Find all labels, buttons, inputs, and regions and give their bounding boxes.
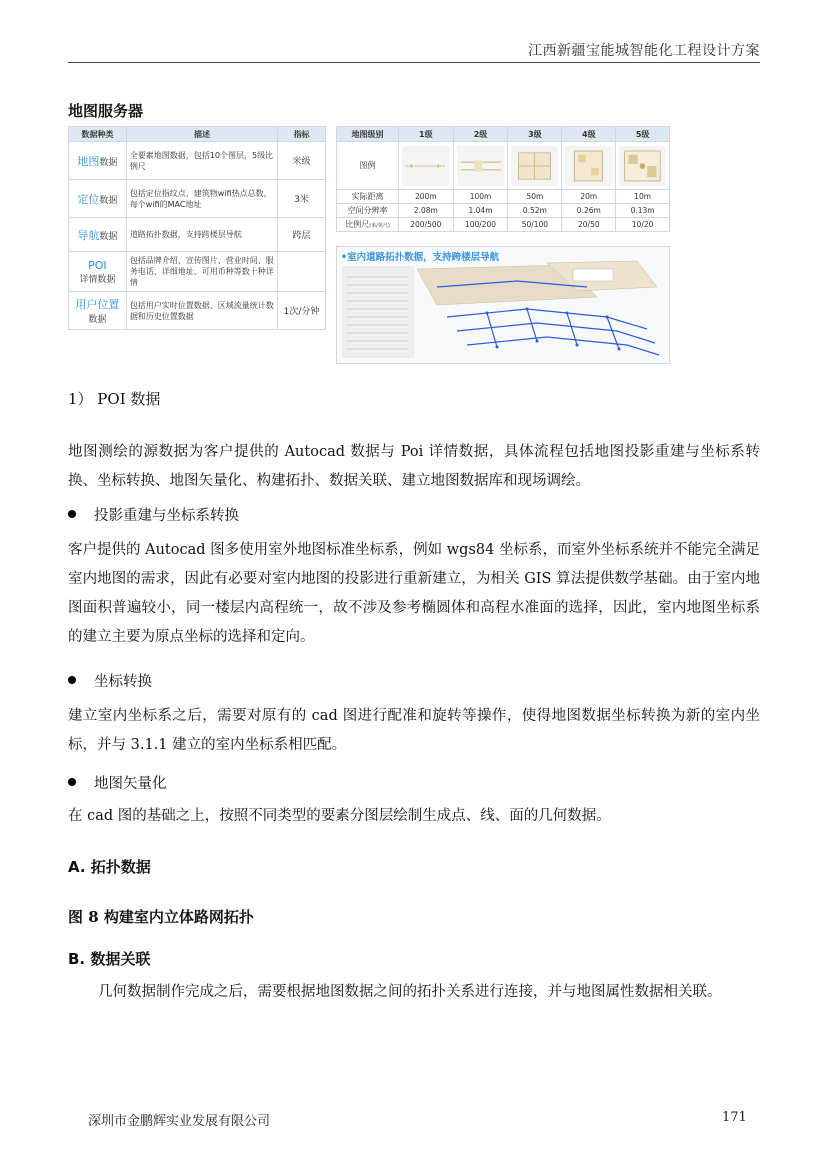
map-thumbnail-level-5 <box>619 146 666 186</box>
paragraph-vectorize: 在 cad 图的基础之上，按照不同类型的要素分图层绘制生成点、线、面的几何数据。 <box>68 808 611 824</box>
table-cell-metric: 米级 <box>278 142 326 180</box>
table-header-cell: 描述 <box>126 127 277 142</box>
table-cell-description: 道路拓扑数据，支持跨楼层导航 <box>126 218 277 252</box>
page-number: 171 <box>722 1110 747 1125</box>
table-header-cell: 4级 <box>562 127 616 142</box>
table-cell: 20/50 <box>562 218 616 232</box>
table-cell-category <box>69 252 127 292</box>
table-cell: 100/200 <box>453 218 508 232</box>
table-cell-metric <box>278 252 326 292</box>
table-cell-description: 包括品牌介绍、宣传图片、营业时间、服务电话、详细地址、可用币种等数十种详情 <box>126 252 277 292</box>
bullet-projection <box>68 502 239 531</box>
category-highlight: 定位 <box>77 192 100 206</box>
table-cell: 200m <box>399 190 454 204</box>
table-row <box>337 218 670 232</box>
poi-heading: 1） POI 数据 <box>68 390 161 408</box>
table-header-row <box>69 127 326 142</box>
legend-row <box>337 142 670 190</box>
row-label-sub: (米/英尺) <box>369 223 390 229</box>
row-label: 空间分辨率 <box>337 204 399 218</box>
table-header-cell: 1级 <box>399 127 454 142</box>
table-cell: 1.04m <box>453 204 508 218</box>
table-cell-category <box>69 292 127 330</box>
table-cell: 20m <box>562 190 616 204</box>
heading-topology: A. 拓扑数据 <box>68 858 151 876</box>
legend-cell <box>453 142 508 190</box>
section-title: 地图服务器 <box>68 102 144 120</box>
bullet-dot <box>68 510 76 518</box>
header-rule <box>68 62 760 63</box>
map-thumbnail-level-2 <box>457 146 505 186</box>
footer-company: 深圳市金鹏辉实业发展有限公司 <box>88 1114 271 1129</box>
table-cell-category <box>69 218 127 252</box>
table-cell-metric: 跨层 <box>278 218 326 252</box>
table-row <box>69 180 326 218</box>
table-row <box>337 204 670 218</box>
bullet-coordinate <box>68 668 152 697</box>
heading-association: B. 数据关联 <box>68 950 151 968</box>
paragraph-projection: 客户提供的 Autocad 图多使用室外地图标准坐标系，例如 wgs84 坐标系，而室外坐标系统并不能完全满足室内地图的需求，因此有必要对室内地图的投影进行重新建立，为相关 GIS 算法提供数学基础。由于室内地图面积普遍较小，同一楼层内高程统一，故不涉及参考椭圆体和高程水准面的选择，因此，室内地图坐标系的建立主要为原点坐标的选择和定向。 <box>68 542 760 645</box>
map-levels-table <box>336 126 670 232</box>
bullet-vectorize <box>68 770 167 799</box>
table-row <box>337 190 670 204</box>
table-header-cell: 指标 <box>278 127 326 142</box>
figure-caption: 图 8 构建室内立体路网拓扑 <box>68 908 254 926</box>
header-title: 江西新疆宝能城智能化工程设计方案 <box>528 43 760 59</box>
legend-label: 图例 <box>337 142 399 190</box>
bullet-text: 地图矢量化 <box>94 776 167 792</box>
row-label: 实际距离 <box>337 190 399 204</box>
table-cell-metric: 3米 <box>278 180 326 218</box>
table-header-cell: 地图级别 <box>337 127 399 142</box>
table-header-cell: 3级 <box>508 127 562 142</box>
table-cell: 50/100 <box>508 218 562 232</box>
table-cell: 2.08m <box>399 204 454 218</box>
indoor-road-topology-panel <box>336 246 670 364</box>
paragraph-intro: 地图测绘的源数据为客户提供的 Autocad 数据与 Poi 详情数据，具体流程包括地图投影重建与坐标系转换、坐标转换、地图矢量化、构建拓扑、数据关联、建立地图数据库和现场调绘。 <box>68 444 760 489</box>
table-header-cell: 数据种类 <box>69 127 127 142</box>
table-cell: 10/20 <box>616 218 670 232</box>
category-rest: 数据 <box>99 195 118 206</box>
category-highlight: POI <box>88 258 107 272</box>
category-highlight: 地图 <box>77 154 100 168</box>
category-rest: 详情数据 <box>79 274 116 285</box>
table-cell: 0.13m <box>616 204 670 218</box>
table-cell-category <box>69 142 127 180</box>
table-cell: 0.26m <box>562 204 616 218</box>
table-row <box>69 218 326 252</box>
bullet-dot <box>68 676 76 684</box>
legend-cell <box>562 142 616 190</box>
table-cell-description: 包括定位指纹点、建筑物wifi热点总数，每个wifi的MAC地址 <box>126 180 277 218</box>
bullet-dot <box>68 778 76 786</box>
row-label-main: 比例尺 <box>345 220 370 229</box>
table-cell: 200/500 <box>399 218 454 232</box>
table-cell-description: 包括用户实时位置数据、区域流量统计数据和历史位置数据 <box>126 292 277 330</box>
bullet-text: 投影重建与坐标系转换 <box>94 508 239 524</box>
map-thumbnail-level-3 <box>511 146 558 186</box>
map-thumbnail-level-1 <box>402 146 450 186</box>
table-cell-category <box>69 180 127 218</box>
bullet-text: 坐标转换 <box>94 674 152 690</box>
table-header-row <box>337 127 670 142</box>
legend-cell <box>508 142 562 190</box>
category-highlight: 用户位置 <box>75 298 120 311</box>
map-thumbnail-level-4 <box>565 146 612 186</box>
category-rest: 数据 <box>99 157 118 168</box>
row-label <box>337 218 399 232</box>
category-highlight: 导航 <box>77 228 100 242</box>
paragraph-association: 几何数据制作完成之后，需要根据地图数据之间的拓扑关系进行连接，并与地图属性数据相关联。 <box>98 984 722 1000</box>
table-header-cell: 5级 <box>616 127 670 142</box>
category-rest: 数据 <box>99 231 118 242</box>
table-cell: 10m <box>616 190 670 204</box>
paragraph-coordinate: 建立室内坐标系之后，需要对原有的 cad 图进行配准和旋转等操作，使得地图数据坐标转换为新的室内坐标，并与 3.1.1 建立的室内坐标系相匹配。 <box>68 708 760 753</box>
table-row <box>69 252 326 292</box>
topology-illustration <box>337 247 670 364</box>
data-types-table <box>68 126 326 330</box>
table-cell: 100m <box>453 190 508 204</box>
table-row <box>69 142 326 180</box>
table-cell-description: 全要素地图数据，包括10个图层，5级比例尺 <box>126 142 277 180</box>
table-row <box>69 292 326 330</box>
legend-cell <box>616 142 670 190</box>
map-panel-title: •室内道路拓扑数据，支持跨楼层导航 <box>341 252 500 263</box>
table-cell: 50m <box>508 190 562 204</box>
map-server-figure <box>68 126 670 364</box>
table-cell: 0.52m <box>508 204 562 218</box>
category-rest: 数据 <box>88 315 107 325</box>
table-cell-metric: 1次/分钟 <box>278 292 326 330</box>
table-header-cell: 2级 <box>453 127 508 142</box>
legend-cell <box>399 142 454 190</box>
